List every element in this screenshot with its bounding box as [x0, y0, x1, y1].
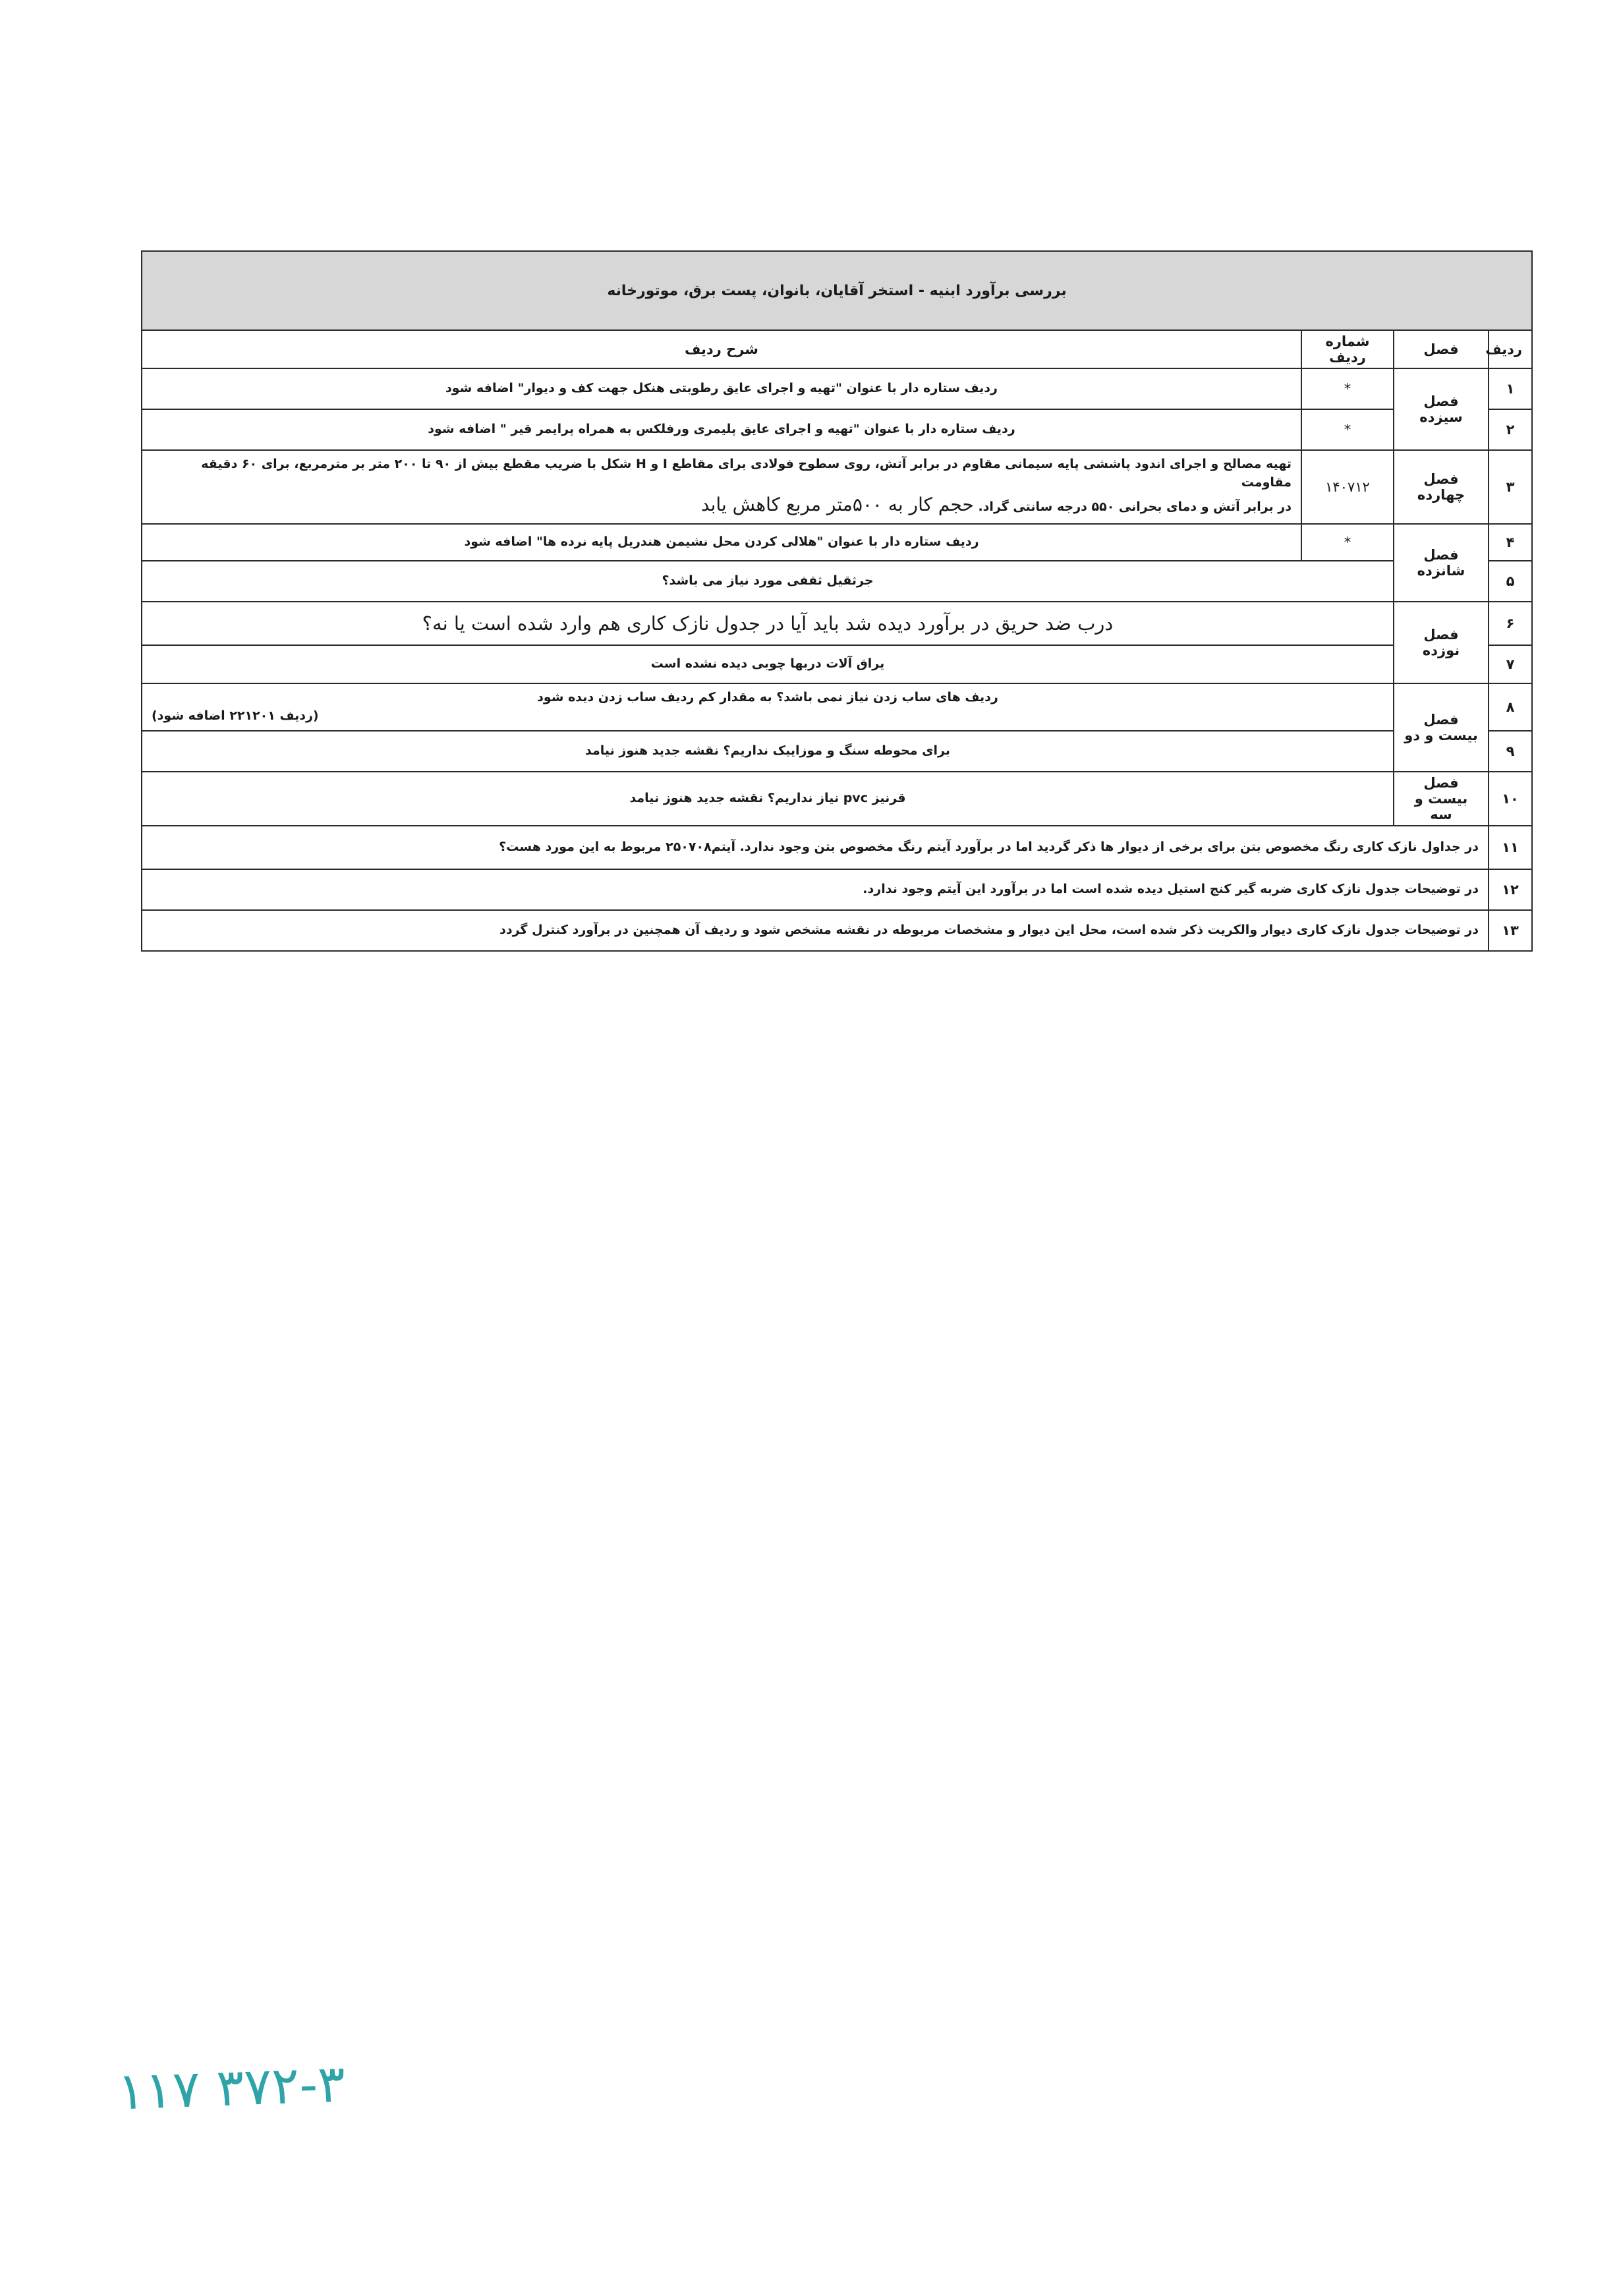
review-sheet [141, 250, 1531, 952]
table-row [142, 368, 1532, 409]
table-row [142, 731, 1532, 772]
row-item-ref: ۱۴۰۷۱۲ [1301, 450, 1394, 524]
row-description: در توضیحات جدول نازک کاری دیوار والکریت ذکر شده است، محل این دیوار و مشخصات مربوطه در نقشه مشخص شود و ردیف آن همچنین در برآورد کنترل گردد [142, 910, 1489, 951]
table-row [142, 683, 1532, 731]
row-chapter: فصل سیزده [1394, 368, 1489, 450]
row-number: ۱۱ [1489, 826, 1532, 869]
row-description: جرثقیل ثقفی مورد نیاز می باشد؟ [142, 561, 1394, 602]
description-line: ردیف های ساب زدن نیاز نمی باشد؟ به مقدار کم ردیف ساب زدن دیده شود [537, 690, 998, 705]
row-number: ۱ [1489, 368, 1532, 409]
row-number: ۶ [1489, 602, 1532, 645]
row-item-ref: * [1301, 409, 1394, 450]
description-line: تهیه مصالح و اجرای اندود پاششی پایه سیمانی مقاوم در برابر آتش، روی سطوح فولادی برای مقاطع I و H شکل با ضریب مقطع بیش از ۹۰ تا ۲۰۰ متر بر مترمربع، برای ۶۰ دقیقه مقاومت [201, 457, 1292, 490]
row-number: ۵ [1489, 561, 1532, 602]
row-description: ردیف ستاره دار با عنوان "تهیه و اجرای عایق پلیمری ورفلکس به همراه پرایمر قیر " اضافه شود [142, 409, 1301, 450]
review-table [141, 250, 1533, 952]
table-row [142, 602, 1532, 645]
title-row [142, 251, 1532, 330]
table-row [142, 524, 1532, 561]
row-description: در جداول نازک کاری رنگ مخصوص بتن برای برخی از دیوار ها ذکر گردید اما در برآورد آیتم رنگ مخصوص بتن وجود ندارد. آیتم۲۵۰۷۰۸ مربوط به این مورد هست؟ [142, 826, 1489, 869]
row-description: یراق آلات دربها چوبی دیده نشده است [142, 645, 1394, 683]
row-item-ref: * [1301, 368, 1394, 409]
row-number: ۲ [1489, 409, 1532, 450]
row-description: در توضیحات جدول نازک کاری ضربه گیر کنج استیل دیده شده است اما در برآورد این آیتم وجود ندارد. [142, 869, 1489, 910]
row-number: ۱۲ [1489, 869, 1532, 910]
row-chapter: فصل بیست و دو [1394, 683, 1489, 772]
table-title: بررسی برآورد ابنیه - استخر آقایان، بانوان، پست برق، موتورخانه [142, 251, 1532, 330]
row-description: ردیف ستاره دار با عنوان "هلالی کردن محل نشیمن هندریل پایه نرده ها" اضافه شود [142, 524, 1301, 561]
header-description: شرح ردیف [142, 330, 1301, 368]
row-number: ۱۳ [1489, 910, 1532, 951]
description-line [152, 492, 1292, 519]
row-number: ۴ [1489, 524, 1532, 561]
table-row [142, 450, 1532, 524]
row-number: ۷ [1489, 645, 1532, 683]
row-description: قرنیز pvc نیاز نداریم؟ نقشه جدید هنوز نیامد [142, 772, 1394, 826]
row-description: ردیف ستاره دار با عنوان "تهیه و اجرای عایق رطوبتی هنکل جهت کف و دیوار" اضافه شود [142, 368, 1301, 409]
table-row [142, 409, 1532, 450]
handwritten-correction: حجم کار به ۵۰۰متر مربع کاهش یابد [700, 494, 974, 516]
table-row [142, 645, 1532, 683]
row-chapter: فصل چهارده [1394, 450, 1489, 524]
row-chapter: فصل بیست و سه [1394, 772, 1489, 826]
header-row-no: ردیف [1489, 330, 1532, 368]
table-row [142, 910, 1532, 951]
row-chapter: فصل نوزده [1394, 602, 1489, 683]
row-chapter: فصل شانزده [1394, 524, 1489, 602]
row-description: درب ضد حریق در برآورد دیده شد باید آیا در جدول نازک کاری هم وارد شده است یا نه؟ [142, 602, 1394, 645]
row-number: ۹ [1489, 731, 1532, 772]
row-number: ۱۰ [1489, 772, 1532, 826]
row-description: برای محوطه سنگ و موزاییک نداریم؟ نقشه جدید هنوز نیامد [142, 731, 1394, 772]
handwritten-reference-number: ۱۱۷ ۳۷۲-۳ [116, 2054, 347, 2122]
header-chapter: فصل [1394, 330, 1489, 368]
table-row [142, 561, 1532, 602]
header-item-no: شماره ردیف [1301, 330, 1394, 368]
table-row [142, 826, 1532, 869]
row-description [142, 683, 1394, 731]
table-row [142, 772, 1532, 826]
header-row [142, 330, 1532, 368]
row-description [142, 450, 1301, 524]
table-row [142, 869, 1532, 910]
row-number: ۳ [1489, 450, 1532, 524]
row-item-ref: * [1301, 524, 1394, 561]
description-line: (ردیف ۲۲۱۲۰۱ اضافه شود) [152, 708, 319, 723]
description-line: در برابر آتش و دمای بحرانی ۵۵۰ درجه سانتی گراد. [978, 500, 1292, 515]
row-number: ۸ [1489, 683, 1532, 731]
